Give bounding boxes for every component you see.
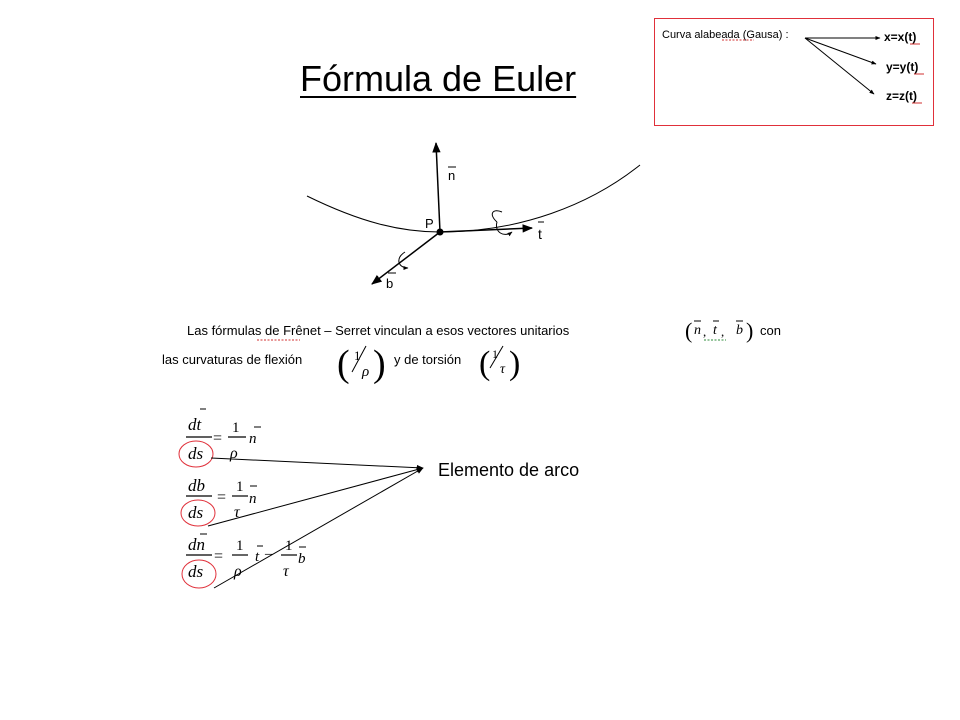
eq2-one: 1 [236,479,244,495]
eq1-num: dt [188,415,202,434]
inset-label: Curva alabeada (Gausa) : [662,29,789,41]
eq1-n: n [249,431,257,447]
tangent-label: t [538,226,542,242]
eq2-tau: τ [234,504,240,521]
frenet-equations [179,409,579,588]
frenet-text [162,318,781,385]
eq3-minus: – [265,546,273,562]
equation-dt [186,409,261,463]
frenet-line1-end: con [760,323,781,338]
torsion-den: τ [500,362,506,377]
eq1-den: ds [188,444,204,463]
eq3-one-b: 1 [285,538,293,554]
normal-label: n [448,168,456,183]
equation-dn [186,534,306,581]
tuple-b: b [736,323,743,338]
frenet-line1: Las fórmulas de Frênet – Serret vinculan a esos vectores unitarios [187,323,570,338]
slide-title: Fórmula de Euler [300,58,577,99]
arc-arrow-1 [211,458,423,468]
arrow-to-z [805,38,874,94]
torsion-num: 1 [492,347,498,361]
paren-open: ( [479,345,491,382]
eq3-num: dn [188,535,205,554]
paren-open: ( [337,343,350,385]
point-p [437,229,444,236]
paren-close: ) [373,343,386,385]
eq2-equals: = [217,489,227,506]
tuple-n: n [694,323,701,338]
eq2-n: n [249,491,257,507]
eq-z: z=z(t) [886,89,917,103]
paren-open: ( [685,318,693,343]
inset-content [662,29,924,103]
eq1-equals: = [213,430,223,447]
normal-vector [436,143,440,232]
flexion-den: ρ [362,364,370,380]
frenet-diagram [307,143,640,291]
equation-db [186,476,257,522]
eq1-one: 1 [232,420,240,436]
eq3-equals: = [214,548,224,565]
frenet-line2b: y de torsión [394,352,462,367]
binormal-vector [372,232,440,284]
arc-arrow-3 [214,468,423,588]
point-p-label: P [425,216,434,231]
tuple-t: t [713,323,717,338]
arc-arrow-2 [208,468,423,526]
eq2-den: ds [188,503,204,522]
space-curve [307,165,640,232]
rotation-arrow-tangent [492,211,512,235]
paren-close: ) [509,345,521,382]
frenet-line2a: las curvaturas de flexión [162,352,303,367]
eq2-num: db [188,476,205,495]
arrow-to-y [805,38,876,64]
binormal-label: b [386,276,394,291]
tuple-comma: , [703,324,707,339]
paren-close: ) [746,318,754,343]
eq1-rho: ρ [230,445,238,462]
eq-x: x=x(t) [884,30,917,44]
eq3-rho: ρ [234,563,242,580]
eq3-t: t [255,549,260,565]
flexion-num: 1 [354,348,361,363]
eq3-one-a: 1 [236,538,244,554]
tuple-comma: , [721,324,725,339]
eq3-b: b [298,551,306,567]
eq3-tau: τ [283,563,289,580]
arc-element-label: Elemento de arco [438,460,580,480]
eq3-den: ds [188,562,204,581]
eq-y: y=y(t) [886,60,919,74]
